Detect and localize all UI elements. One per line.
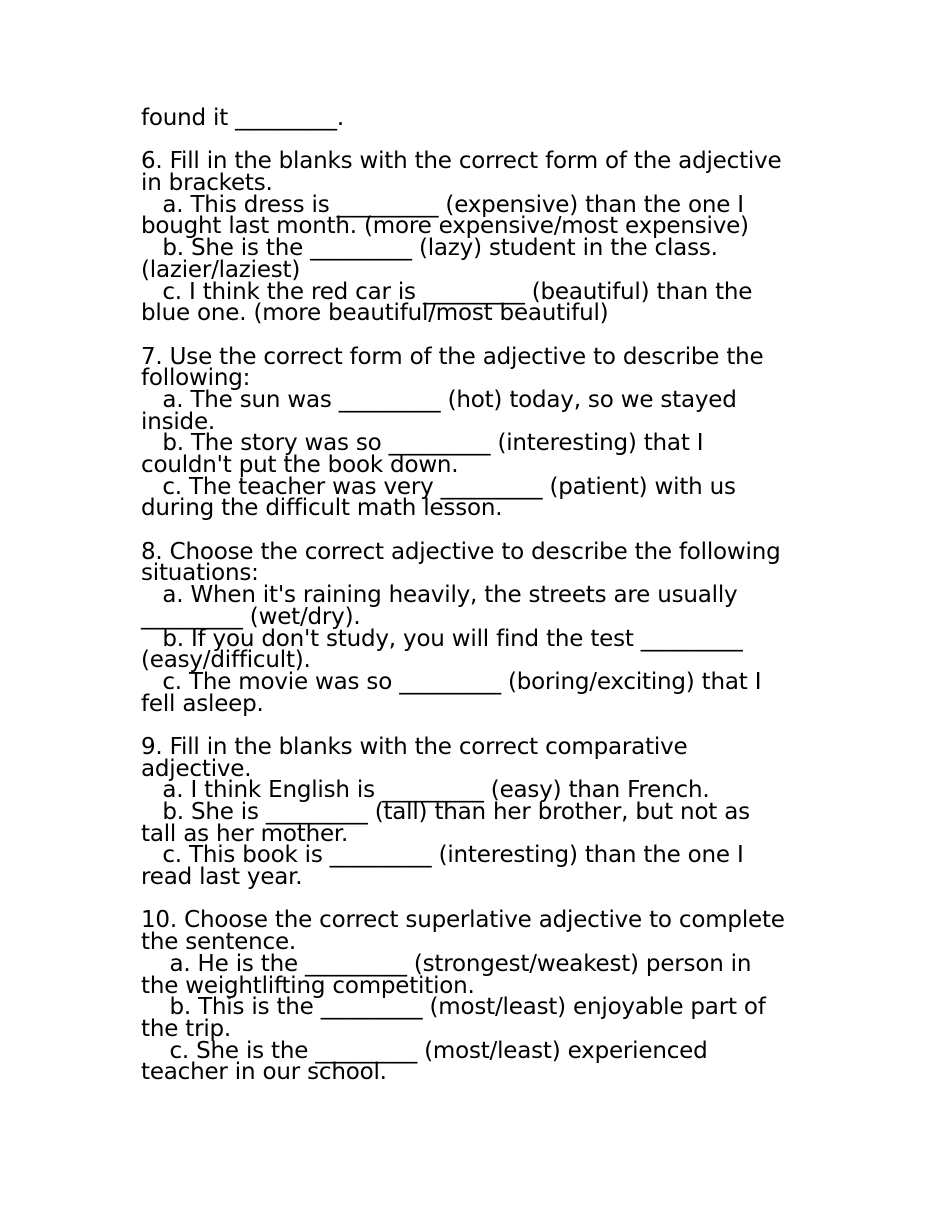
worksheet-page — [141, 105, 831, 1086]
question-8-item-b: b. If you don't study, you will find the test _________ — [141, 625, 743, 652]
question-7-item-a: a. The sun was _________ (hot) today, so we stayed — [141, 386, 737, 413]
question-10-item-b-cont: the trip. — [141, 1015, 232, 1042]
question-9-item-b-cont: tall as her mother. — [141, 820, 349, 847]
question-10-item-a: a. He is the _________ (strongest/weakest) person in — [141, 950, 752, 977]
question-9-item-c: c. This book is _________ (interesting) than the one I — [141, 842, 744, 869]
question-7-prompt: 7. Use the correct form of the adjective to describe the — [141, 343, 764, 370]
question-6-item-b: b. She is the _________ (lazy) student in the class. — [141, 235, 718, 262]
question-7-item-c: c. The teacher was very _________ (patient) with us — [141, 473, 736, 500]
question-6-prompt-cont: in brackets. — [141, 170, 273, 197]
question-8-item-a-cont: _________ (wet/dry). — [141, 603, 361, 630]
question-10-item-c-cont: teacher in our school. — [141, 1059, 387, 1086]
question-9-item-b: b. She is _________ (tall) than her brother, but not as — [141, 799, 750, 825]
question-9-item-a: a. I think English is _________ (easy) than French. — [141, 777, 710, 804]
question-8-item-a: a. When it's raining heavily, the streets are usually — [141, 582, 738, 609]
question-8-prompt: 8. Choose the correct adjective to describe the following — [141, 538, 781, 565]
question-7-item-b-cont: couldn't put the book down. — [141, 452, 459, 478]
question-6-item-a-cont: bought last month. (more expensive/most expensive) — [141, 213, 749, 240]
question-10-item-b: b. This is the _________ (most/least) enjoyable part of — [141, 994, 766, 1021]
question-6-item-c-cont: blue one. (more beautiful/most beautiful) — [141, 300, 609, 327]
question-10 — [141, 907, 831, 1086]
question-6-item-b-cont: (lazier/laziest) — [141, 256, 301, 283]
question-10-item-c: c. She is the _________ (most/least) experienced — [141, 1037, 708, 1064]
question-8-item-c: c. The movie was so _________ (boring/exciting) that I — [141, 668, 762, 695]
question-7-item-a-cont: inside. — [141, 408, 216, 435]
question-8-prompt-cont: situations: — [141, 560, 259, 587]
question-6-prompt: 6. Fill in the blanks with the correct form of the adjective — [141, 148, 782, 175]
question-9-item-c-cont: read last year. — [141, 864, 303, 891]
text-line: found it _________. — [141, 105, 344, 131]
question-10-item-a-cont: the weightlifting competition. — [141, 972, 475, 999]
question-7 — [141, 343, 831, 522]
question-10-prompt: 10. Choose the correct superlative adjective to complete — [141, 907, 785, 934]
question-8-item-b-cont: (easy/difficult). — [141, 647, 311, 674]
question-7-item-c-cont: during the difficult math lesson. — [141, 495, 503, 522]
question-9-prompt: 9. Fill in the blanks with the correct comparative — [141, 733, 688, 760]
question-6-item-a: a. This dress is _________ (expensive) than the one I — [141, 191, 744, 218]
question-10-prompt-cont: the sentence. — [141, 929, 297, 956]
question-6-item-c: c. I think the red car is _________ (beautiful) than the — [141, 278, 753, 305]
question-8 — [141, 538, 831, 717]
question-7-prompt-cont: following: — [141, 365, 251, 392]
question-9 — [141, 733, 831, 891]
question-9-prompt-cont: adjective. — [141, 755, 252, 782]
question-6 — [141, 148, 831, 327]
question-8-item-c-cont: fell asleep. — [141, 690, 264, 717]
question-7-item-b: b. The story was so _________ (interesting) that I — [141, 430, 704, 457]
